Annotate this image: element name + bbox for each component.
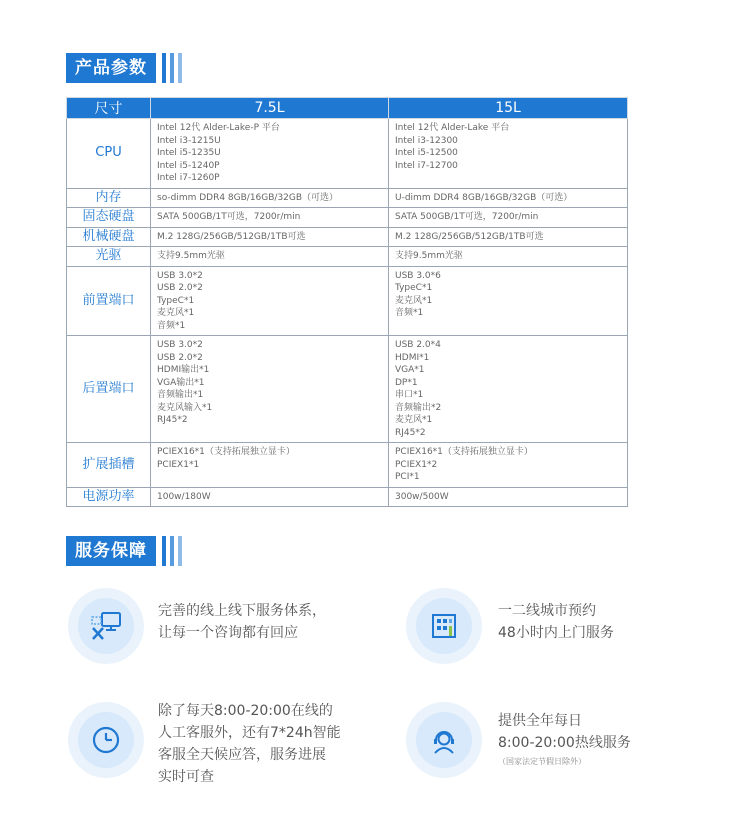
spec-line: RJ45*2	[395, 427, 426, 438]
service-text-line: 除了每天8:00-20:00在线的	[158, 703, 333, 719]
spec-cell	[151, 266, 389, 336]
service-text-3	[158, 700, 341, 788]
spec-line: TypeC*1	[157, 295, 195, 306]
table-row	[67, 443, 628, 488]
spec-cell	[151, 227, 389, 247]
row-label: 固态硬盘	[67, 208, 151, 228]
tools-icon	[68, 588, 144, 664]
spec-cell	[389, 443, 628, 488]
spec-cell	[389, 336, 628, 443]
spec-line: U-dimm DDR4 8GB/16GB/32GB（可选）	[395, 192, 573, 203]
service-text-line: 8:00-20:00热线服务	[498, 735, 631, 751]
spec-cell	[389, 227, 628, 247]
spec-cell	[389, 247, 628, 267]
row-label: 内存	[67, 188, 151, 208]
spec-line: 音频*1	[157, 320, 186, 331]
params-section-header	[66, 53, 186, 83]
service-text-line: 客服全天候应答，服务进展	[158, 747, 326, 763]
service-text-line: 一二线城市预约	[498, 603, 596, 619]
row-label: 后置端口	[67, 336, 151, 443]
service-text-1	[158, 600, 326, 644]
headset-agent-icon	[406, 702, 482, 778]
spec-cell	[151, 247, 389, 267]
spec-line: USB 3.0*2	[157, 340, 203, 350]
service-text-line: 48小时内上门服务	[498, 625, 614, 641]
building-icon	[406, 588, 482, 664]
spec-line: PCI*1	[395, 472, 420, 482]
service-text-2	[498, 600, 614, 644]
spec-cell	[151, 119, 389, 189]
spec-line: SATA 500GB/1T可选，7200r/min	[157, 212, 301, 222]
spec-line: USB 2.0*2	[157, 352, 203, 363]
spec-cell	[151, 487, 389, 507]
spec-cell	[389, 487, 628, 507]
spec-line: Intel i7-12700	[395, 160, 458, 171]
spec-line: Intel i3-1215U	[157, 135, 221, 146]
service-text-4	[498, 710, 631, 768]
spec-line: PCIEX1*2	[395, 459, 438, 470]
spec-line: 音频输出*2	[395, 402, 442, 413]
spec-line: USB 2.0*4	[395, 340, 441, 350]
service-section-title: 服务保障	[66, 536, 156, 566]
spec-line: so-dimm DDR4 8GB/16GB/32GB（可选）	[157, 192, 339, 203]
table-row	[67, 247, 628, 267]
header-size-label: 尺寸	[67, 98, 151, 119]
spec-line: 麦克风*1	[395, 295, 433, 306]
spec-line: VGA*1	[395, 365, 425, 375]
spec-cell	[151, 208, 389, 228]
spec-line: DP*1	[395, 377, 418, 388]
table-row	[67, 227, 628, 247]
row-label: 电源功率	[67, 487, 151, 507]
table-row	[67, 188, 628, 208]
spec-line: 串口*1	[395, 390, 424, 400]
params-section-title: 产品参数	[66, 53, 156, 83]
spec-line: 300w/500W	[395, 491, 449, 502]
spec-line: RJ45*2	[157, 415, 188, 425]
service-text-line: 人工客服外，还有7*24h智能	[158, 725, 341, 741]
spec-cell	[389, 119, 628, 189]
row-label: 机械硬盘	[67, 227, 151, 247]
service-section-header	[66, 536, 186, 566]
table-row	[67, 487, 628, 507]
table-row	[67, 119, 628, 189]
header-col-7-5l: 7.5L	[151, 98, 389, 119]
table-row	[67, 266, 628, 336]
table-header-row	[67, 98, 628, 119]
spec-line: 音频输出*1	[157, 390, 204, 400]
spec-line: PCIEX16*1（支持拓展独立显卡）	[157, 447, 295, 457]
spec-cell	[389, 266, 628, 336]
service-text-line: 完善的线上线下服务体系，	[158, 603, 326, 619]
clock-icon	[68, 702, 144, 778]
header-col-15l: 15L	[389, 98, 628, 119]
spec-line: VGA输出*1	[157, 377, 205, 388]
spec-line: Intel 12代 Alder-Lake 平台	[395, 123, 510, 133]
spec-line: Intel 12代 Alder-Lake-P 平台	[157, 123, 280, 133]
spec-line: USB 3.0*2	[157, 270, 203, 281]
spec-line: SATA 500GB/1T可选，7200r/min	[395, 212, 539, 222]
spec-line: M.2 128G/256GB/512GB/1TB可选	[395, 231, 544, 242]
spec-line: Intel i5-1235U	[157, 148, 221, 158]
row-label: 扩展插槽	[67, 443, 151, 488]
spec-line: 麦克风输入*1	[157, 402, 213, 413]
spec-cell	[151, 443, 389, 488]
spec-line: Intel i3-12300	[395, 135, 458, 146]
spec-line: 麦克风*1	[157, 308, 195, 318]
spec-line: Intel i5-1240P	[157, 160, 220, 171]
row-label: 前置端口	[67, 266, 151, 336]
title-bars-decoration	[162, 536, 186, 566]
spec-line: HDMI输出*1	[157, 365, 210, 375]
spec-line: 音频*1	[395, 308, 424, 318]
spec-line: PCIEX1*1	[157, 459, 200, 470]
service-text-line: 实时可查	[158, 769, 214, 785]
spec-line: USB 2.0*2	[157, 283, 203, 293]
spec-line: USB 3.0*6	[395, 270, 441, 281]
spec-cell	[151, 188, 389, 208]
spec-line: HDMI*1	[395, 352, 430, 363]
spec-line: Intel i7-1260P	[157, 173, 220, 183]
spec-line: 100w/180W	[157, 491, 211, 502]
table-row	[67, 208, 628, 228]
table-row	[67, 336, 628, 443]
service-text-line: 提供全年每日	[498, 713, 582, 729]
spec-line: PCIEX16*1（支持拓展独立显卡）	[395, 447, 533, 457]
spec-cell	[389, 188, 628, 208]
service-text-line: 让每一个咨询都有回应	[158, 625, 298, 641]
spec-cell	[151, 336, 389, 443]
spec-line: M.2 128G/256GB/512GB/1TB可选	[157, 231, 306, 242]
service-note: （国家法定节假日除外）	[498, 757, 586, 766]
row-label: CPU	[67, 119, 151, 189]
spec-line: TypeC*1	[395, 283, 433, 293]
spec-line: Intel i5-12500	[395, 148, 458, 158]
row-label: 光驱	[67, 247, 151, 267]
spec-line: 支持9.5mm光驱	[395, 251, 463, 261]
spec-line: 支持9.5mm光驱	[157, 251, 225, 261]
spec-line: 麦克风*1	[395, 415, 433, 425]
spec-cell	[389, 208, 628, 228]
title-bars-decoration	[162, 53, 186, 83]
product-params-table	[66, 97, 628, 507]
